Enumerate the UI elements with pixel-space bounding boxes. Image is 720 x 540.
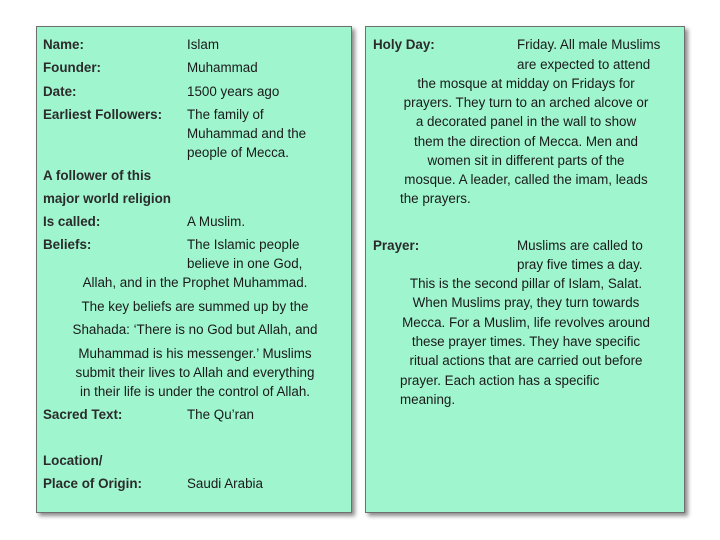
follower-question-line: Is called: (43, 214, 101, 229)
date-label: Date: (43, 84, 77, 99)
location-value: Saudi Arabia (187, 476, 263, 491)
beliefs-line: Shahada: ‘There is no God but Allah, and (72, 322, 318, 337)
founder-label: Founder: (43, 60, 102, 75)
date-value: 1500 years ago (187, 84, 280, 99)
holy-day-label: Holy Day: (373, 37, 435, 52)
beliefs-line: in their life is under the control of Allah. (79, 384, 310, 399)
holy-day-line: Friday. All male Muslims (517, 37, 661, 52)
sacred-text-label: Sacred Text: (43, 407, 123, 422)
founder-value: Muhammad (187, 60, 258, 75)
beliefs-line: believe in one God, (187, 256, 303, 271)
beliefs-line: Allah, and in the Prophet Muhammad. (82, 275, 308, 290)
prayer-line: ritual actions that are carried out before (409, 353, 643, 368)
holy-day-line: women sit in different parts of the (427, 153, 625, 168)
follower-question-line: major world religion (43, 191, 171, 206)
prayer-line: This is the second pillar of Islam, Salat. (409, 276, 643, 291)
holy-day-line: mosque. A leader, called the imam, leads (404, 172, 648, 187)
prayer-label: Prayer: (373, 238, 420, 253)
beliefs-label: Beliefs: (43, 237, 92, 252)
earliest-followers-value-line: people of Mecca. (187, 145, 289, 160)
follower-value: A Muslim. (187, 214, 246, 229)
beliefs-line: Muhammad is his messenger.’ Muslims (78, 346, 312, 361)
holy-day-line: the mosque at midday on Fridays for (417, 76, 635, 91)
name-value: Islam (187, 37, 219, 52)
beliefs-line: The key beliefs are summed up by the (81, 299, 309, 314)
sacred-text-value: The Qu’ran (187, 407, 254, 422)
holy-day-line: are expected to attend (517, 57, 651, 72)
beliefs-line: The Islamic people (187, 237, 300, 252)
earliest-followers-value-line: Muhammad and the (187, 126, 307, 141)
prayer-line: Muslims are called to (517, 238, 643, 253)
prayer-line: meaning. (400, 392, 456, 407)
holy-day-line: prayers. They turn to an arched alcove or (403, 95, 649, 110)
prayer-line: prayer. Each action has a specific (400, 373, 600, 388)
follower-question-line: A follower of this (43, 168, 152, 183)
prayer-line: When Muslims pray, they turn towards (412, 295, 640, 310)
location-label-line: Location/ (43, 453, 103, 468)
prayer-line: Mecca. For a Muslim, life revolves around (402, 315, 650, 330)
beliefs-line: submit their lives to Allah and everything (75, 365, 315, 380)
prayer-line: these prayer times. They have specific (411, 334, 641, 349)
location-label-line: Place of Origin: (43, 476, 142, 491)
name-label: Name: (43, 37, 84, 52)
holy-day-line: a decorated panel in the wall to show (415, 114, 637, 129)
holy-day-line: them the direction of Mecca. Men and (413, 134, 639, 149)
prayer-line: pray five times a day. (517, 257, 643, 272)
earliest-followers-label: Earliest Followers: (43, 107, 163, 122)
holy-day-line: the prayers. (400, 191, 471, 206)
earliest-followers-value-line: The family of (187, 107, 264, 122)
